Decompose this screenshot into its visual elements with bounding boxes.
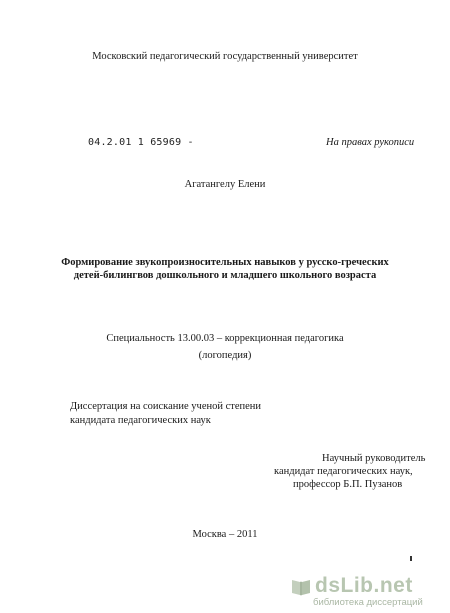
supervisor-line-2: кандидат педагогических наук, [274,466,413,477]
watermark-brand: dsLib.net [315,574,413,597]
dissertation-title-line-2: детей-билингвов дошкольного и младшего школьного возраста [73,270,377,281]
specialty-subfield: (логопедия) [198,350,252,361]
supervisor-line-3: профессор Б.П. Пузанов [293,479,403,490]
dissertation-title-line-1: Формирование звукопроизносительных навыков у русско-греческих [61,257,389,268]
watermark [290,570,440,610]
watermark-subtitle: библиотека диссертаций [313,597,423,608]
book-icon [290,576,312,598]
university-name: Московский педагогический государственный университет [92,51,358,62]
city-year: Москва – 2011 [192,529,258,540]
scan-mark [410,556,412,561]
library-stamp-number: 04.2.01 1 65969 - [88,137,194,148]
degree-line-2: кандидата педагогических наук [70,415,211,426]
supervisor-line-1: Научный руководитель [322,453,426,464]
specialty: Специальность 13.00.03 – коррекционная педагогика [106,333,344,344]
rights-note: На правах рукописи [326,137,415,148]
author-name: Агатангелу Елени [184,179,266,190]
degree-line-1: Диссертация на соискание ученой степени [70,401,262,412]
